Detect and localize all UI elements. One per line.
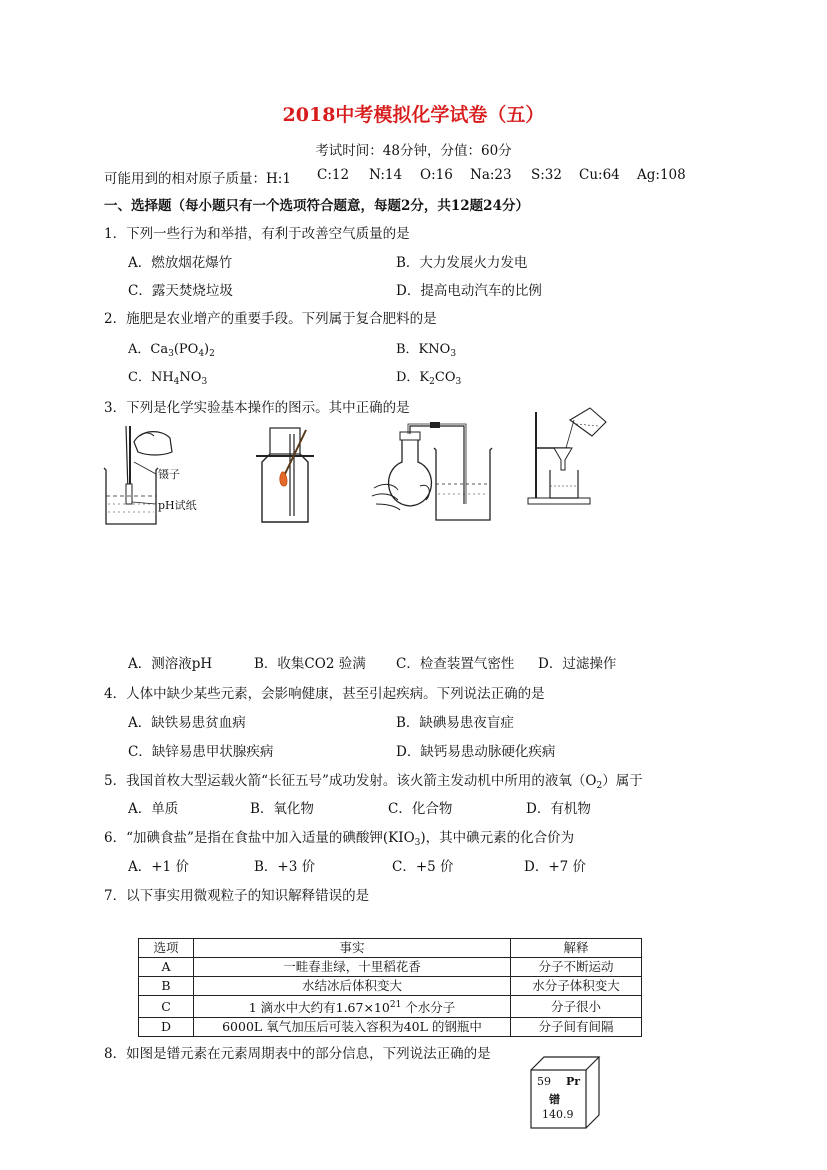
q3-option-d: D．过滤操作 (538, 656, 617, 672)
table-cell: 分子很小 (511, 996, 642, 1018)
q2-option-c: C．$NH_4NO_3$ (128, 370, 208, 387)
table-cell: 一畦春韭绿，十里稻花香 (194, 958, 511, 977)
q5-option-b: B．氧化物 (250, 801, 314, 817)
q2-option-d: D．$K_2CO_3$ (396, 370, 462, 387)
q8-stem: 8．如图是镨元素在元素周期表中的部分信息，下列说法正确的是 (104, 1046, 491, 1062)
label-ph-paper: pH试纸 (158, 499, 197, 512)
atomic-mass-c: C:12 (317, 167, 350, 183)
table-cell: 6000L 氧气加压后可装入容积为40L 的钢瓶中 (194, 1018, 511, 1037)
facts-table (138, 938, 642, 1037)
table-cell: 水结冰后体积变大 (194, 977, 511, 996)
atomic-mass-cu: Cu:64 (579, 167, 620, 183)
q5-option-a: A．单质 (128, 801, 179, 817)
q2-option-b: B．$KNO_3$ (396, 342, 457, 359)
atomic-mass-na: Na:23 (470, 167, 512, 183)
atomic-mass-ag: Ag:108 (637, 167, 686, 183)
q4-option-b: B．缺碘易患夜盲症 (396, 715, 514, 731)
table-cell: B (139, 977, 194, 996)
atomic-mass-o: O:16 (420, 167, 453, 183)
section-heading: 一、选择题（每小题只有一个选项符合题意，每题2分，共12题24分） (104, 198, 529, 214)
element-mass: 140.9 (542, 1108, 574, 1121)
table-cell: A (139, 958, 194, 977)
q1-option-b: B．大力发展火力发电 (396, 255, 528, 271)
q1-option-c: C．露天焚烧垃圾 (128, 283, 233, 299)
atomic-mass-s: S:32 (531, 167, 562, 183)
q5-stem: 5．我国首枚大型运载火箭“长征五号”成功发射。该火箭主发动机中所用的液氧$(O_2)$属于 (104, 773, 643, 791)
q7-stem: 7．以下事实用微观粒子的知识解释错误的是 (104, 888, 370, 904)
table-cell: 分子不断运动 (511, 958, 642, 977)
table-header: 选项 (139, 939, 194, 958)
q2-option-a: A．$Ca_3(PO_4)_2$ (128, 342, 215, 359)
q6-option-a: A．+1 价 (128, 859, 189, 875)
q1-stem: 1．下列一些行为和举措，有利于改善空气质量的是 (104, 226, 410, 242)
table-cell: 水分子体积变大 (511, 977, 642, 996)
q6-option-c: C．+5 价 (392, 859, 454, 875)
table-header-row (139, 939, 642, 958)
table-cell: 分子间有间隔 (511, 1018, 642, 1037)
element-symbol: Pr (566, 1075, 581, 1088)
element-name: 镨 (549, 1093, 560, 1106)
table-header: 事实 (194, 939, 511, 958)
q6-stem: 6．“加碘食盐”是指在食盐中加入适量的碘酸钾$(KIO_3)$，其中碘元素的化合价为 (104, 830, 575, 848)
q6-option-b: B．+3 价 (254, 859, 316, 875)
q4-option-a: A．缺铁易患贫血病 (128, 715, 246, 731)
element-number: 59 (537, 1075, 551, 1088)
q5-option-d: D．有机物 (526, 801, 591, 817)
q3-option-c: C．检查装置气密性 (396, 656, 515, 672)
table-row (139, 996, 642, 1018)
q4-option-c: C．缺锌易患甲状腺疾病 (128, 744, 274, 760)
co2-collection-figure (256, 424, 316, 524)
q1-option-d: D．提高电动汽车的比例 (396, 283, 542, 299)
table-row (139, 1018, 642, 1037)
exam-info: 考试时间：48分钟，分值：60分 (315, 143, 512, 159)
q4-stem: 4．人体中缺少某些元素，会影响健康，甚至引起疾病。下列说法正确的是 (104, 686, 545, 702)
page-title: 2018中考模拟化学试卷（五） (282, 104, 545, 126)
table-row (139, 958, 642, 977)
label-tweezers: 镊子 (158, 468, 180, 481)
atomic-mass-n: N:14 (369, 167, 403, 183)
q6-option-d: D．+7 价 (524, 859, 587, 875)
q3-option-b: B．收集CO2 验满 (254, 656, 366, 672)
filtration-figure (528, 406, 618, 506)
q3-stem: 3．下列是化学实验基本操作的图示。其中正确的是 (104, 400, 410, 416)
atomic-mass-h: 可能用到的相对原子质量：H:1 (104, 171, 291, 187)
table-row (139, 977, 642, 996)
table-cell: 1 滴水中大约有$1.67\times 10^{21}$ 个水分子 (194, 996, 511, 1018)
q2-stem: 2．施肥是农业增产的重要手段。下列属于复合肥料的是 (104, 311, 437, 327)
q3-option-a: A．测溶液pH (128, 656, 213, 672)
airtightness-check-figure (370, 424, 500, 524)
q1-option-a: A．燃放烟花爆竹 (128, 255, 233, 271)
q4-option-d: D．缺钙易患动脉硬化疾病 (396, 744, 556, 760)
table-cell: C (139, 996, 194, 1018)
q5-option-c: C．化合物 (388, 801, 453, 817)
table-cell: D (139, 1018, 194, 1037)
table-header: 解释 (511, 939, 642, 958)
